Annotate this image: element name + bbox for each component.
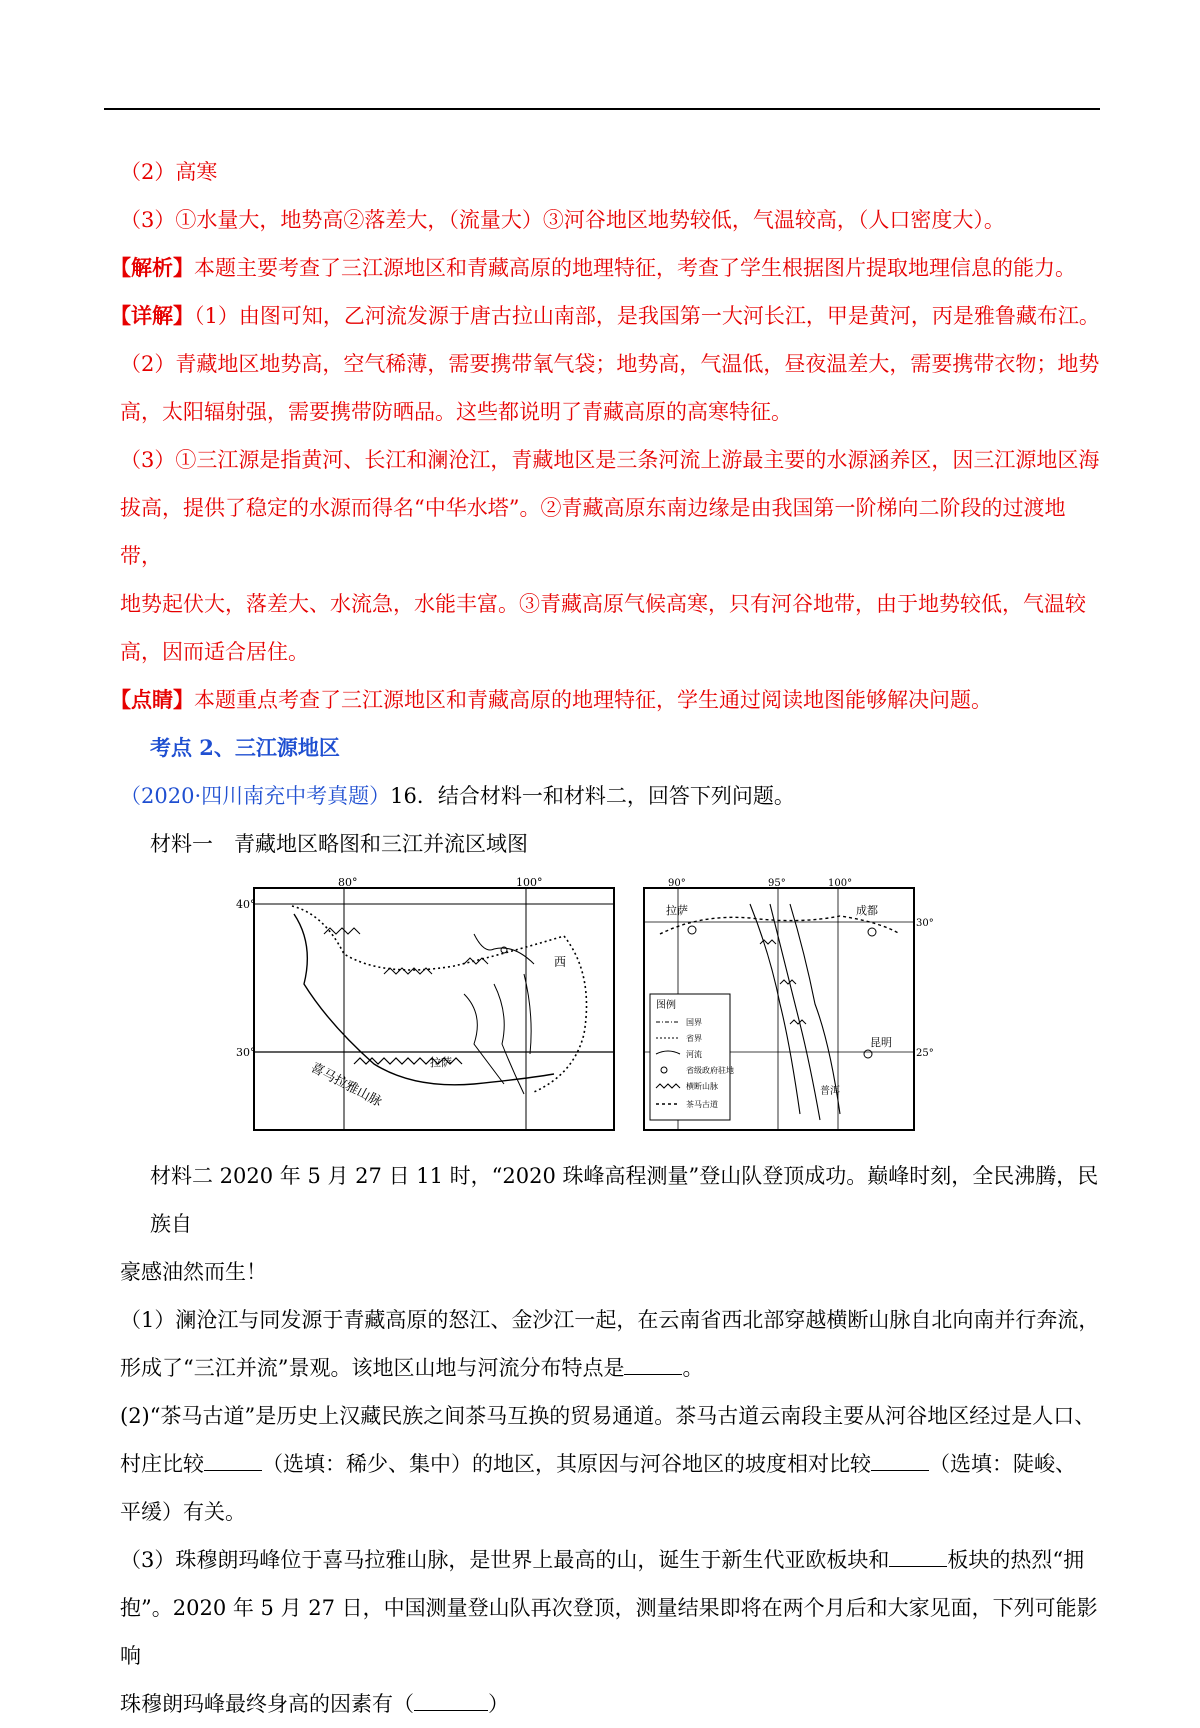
map-three-rivers bbox=[640, 874, 940, 1136]
question-3-line-2: 抱”。2020 年 5 月 27 日，中国测量登山队再次登顶，测量结果即将在两个月后和大家见面，下列可能影响 bbox=[120, 1596, 1098, 1668]
question-3-line-1: （3）珠穆朗玛峰位于喜马拉雅山脉，是世界上最高的山，诞生于新生代亚欧板块和 板块的热烈“拥 bbox=[120, 1548, 1085, 1572]
map-three-rivers-svg bbox=[640, 874, 940, 1136]
map2-label-chengdu: 成都 bbox=[856, 904, 878, 917]
answer-blank-1[interactable] bbox=[624, 1356, 682, 1375]
map-qinghai-tibet bbox=[234, 874, 620, 1136]
map2-lon-label-95: 95° bbox=[768, 878, 786, 889]
question-2-line-2: 村庄比较 （选填：稀少、集中）的地区，其原因与河谷地区的坡度相对比较 （选填：陡峻、 bbox=[120, 1452, 1076, 1476]
detail-paragraph-3a: （3）①三江源是指黄河、长江和澜沧江，青藏地区是三条河流上游最主要的水源涵养区，因三江源地区海 bbox=[120, 448, 1100, 472]
map1-label-himalaya: 喜马拉雅山脉 bbox=[308, 1060, 385, 1111]
detail-paragraph-2b: 高，太阳辐射强，需要携带防晒品。这些都说明了青藏高原的高寒特征。 bbox=[120, 400, 792, 424]
map2-legend-item-1: 省界 bbox=[686, 1034, 702, 1043]
answer-blank-2a[interactable] bbox=[204, 1452, 262, 1471]
map2-lon-label-100: 100° bbox=[828, 878, 853, 889]
detail-label: 【详解】 bbox=[110, 303, 194, 328]
answer-3: （3）①水量大，地势高②落差大，（流量大）③河谷地区地势较低，气温较高，（人口密度大）。 bbox=[120, 208, 1005, 232]
map2-label-puer: 普洱 bbox=[820, 1086, 840, 1097]
answer-blank-3a[interactable] bbox=[889, 1548, 947, 1567]
map2-legend-item-5: 茶马古道 bbox=[686, 1100, 718, 1109]
analysis-label: 【解析】 bbox=[110, 255, 194, 280]
question-text: 16．结合材料一和材料二，回答下列问题。 bbox=[390, 784, 795, 808]
map2-legend-title: 图例 bbox=[656, 1000, 676, 1011]
detail-paragraph-3c: 地势起伏大，落差大、水流急，水能丰富。③青藏高原气候高寒，只有河谷地带，由于地势较低，气温较 bbox=[120, 592, 1086, 616]
question-1-line-2: 形成了“三江并流”景观。该地区山地与河流分布特点是 。 bbox=[120, 1356, 704, 1380]
header-rule bbox=[104, 108, 1100, 110]
map2-label-kunming: 昆明 bbox=[870, 1036, 892, 1049]
material2-line-1: 材料二 2020 年 5 月 27 日 11 时，“2020 珠峰高程测量”登山队登顶成功。巅峰时刻，全民沸腾，民族自 bbox=[150, 1164, 1099, 1236]
comment-paragraph bbox=[110, 676, 1100, 724]
detail-paragraph-1 bbox=[110, 292, 1100, 340]
analysis-paragraph bbox=[110, 244, 1100, 292]
detail-text-1: （1）由图可知，乙河流发源于唐古拉山南部，是我国第一大河长江，甲是黄河，丙是雅鲁藏布江。 bbox=[194, 304, 1100, 328]
question-2-line-3: 平缓）有关。 bbox=[120, 1500, 246, 1524]
answer-blank-2b[interactable] bbox=[871, 1452, 929, 1471]
comment-text: 本题重点考查了三江源地区和青藏高原的地理特征，学生通过阅读地图能够解决问题。 bbox=[194, 688, 992, 712]
material2-line-2: 豪感油然而生！ bbox=[120, 1260, 267, 1284]
detail-paragraph-3b: 拔高，提供了稳定的水源而得名“中华水塔”。②青藏高原东南边缘是由我国第一阶梯向二阶段的过渡地带， bbox=[120, 496, 1066, 568]
map1-lat-label-40: 40° bbox=[236, 898, 256, 911]
material1-title: 材料一 青藏地区略图和三江并流区域图 bbox=[150, 832, 528, 856]
map2-legend-item-2: 河流 bbox=[686, 1050, 702, 1059]
map2-legend-item-4: 横断山脉 bbox=[686, 1082, 718, 1091]
question-1-line-1: （1）澜沧江与同发源于青藏高原的怒江、金沙江一起，在云南省西北部穿越横断山脉自北向南并行奔流， bbox=[120, 1308, 1100, 1332]
map1-lat-label-30: 30° bbox=[236, 1046, 256, 1059]
detail-paragraph-3d: 高，因而适合居住。 bbox=[120, 640, 309, 664]
question-2-line-1: (2)“茶马古道”是历史上汉藏民族之间茶马互换的贸易通道。茶马古道云南段主要从河谷地区经过是人口、 bbox=[120, 1404, 1096, 1428]
map1-label-lhasa: 拉萨 bbox=[430, 1056, 452, 1069]
question-3-line-3: 珠穆朗玛峰最终身高的因素有（ ） bbox=[120, 1692, 509, 1716]
answer-2: （2）高寒 bbox=[120, 160, 218, 184]
answer-blank-3b[interactable] bbox=[414, 1692, 488, 1711]
map-figures bbox=[120, 874, 1100, 1144]
map1-label-xi: 西 bbox=[554, 955, 567, 969]
map2-lat-label-25: 25° bbox=[916, 1048, 934, 1059]
question-source: （2020·四川南充中考真题） bbox=[120, 784, 391, 808]
document-body bbox=[110, 148, 1100, 1728]
map2-lat-label-30: 30° bbox=[916, 918, 934, 929]
section-heading: 考点 2、三江源地区 bbox=[150, 735, 340, 760]
map-qinghai-tibet-svg bbox=[234, 874, 620, 1136]
map1-lon-label-80: 80° bbox=[338, 876, 358, 889]
map2-label-lhasa: 拉萨 bbox=[666, 904, 688, 917]
detail-paragraph-2a: （2）青藏地区地势高，空气稀薄，需要携带氧气袋；地势高，气温低，昼夜温差大，需要携带衣物；地势 bbox=[120, 352, 1100, 376]
map2-legend-item-0: 国界 bbox=[686, 1018, 702, 1027]
question-stem bbox=[120, 772, 1100, 820]
map2-legend-item-3: 省级政府驻地 bbox=[686, 1066, 734, 1075]
map1-lon-label-100: 100° bbox=[516, 876, 543, 889]
comment-label: 【点睛】 bbox=[110, 687, 194, 712]
analysis-text: 本题主要考查了三江源地区和青藏高原的地理特征，考查了学生根据图片提取地理信息的能力。 bbox=[194, 256, 1076, 280]
map2-lon-label-90: 90° bbox=[668, 878, 686, 889]
